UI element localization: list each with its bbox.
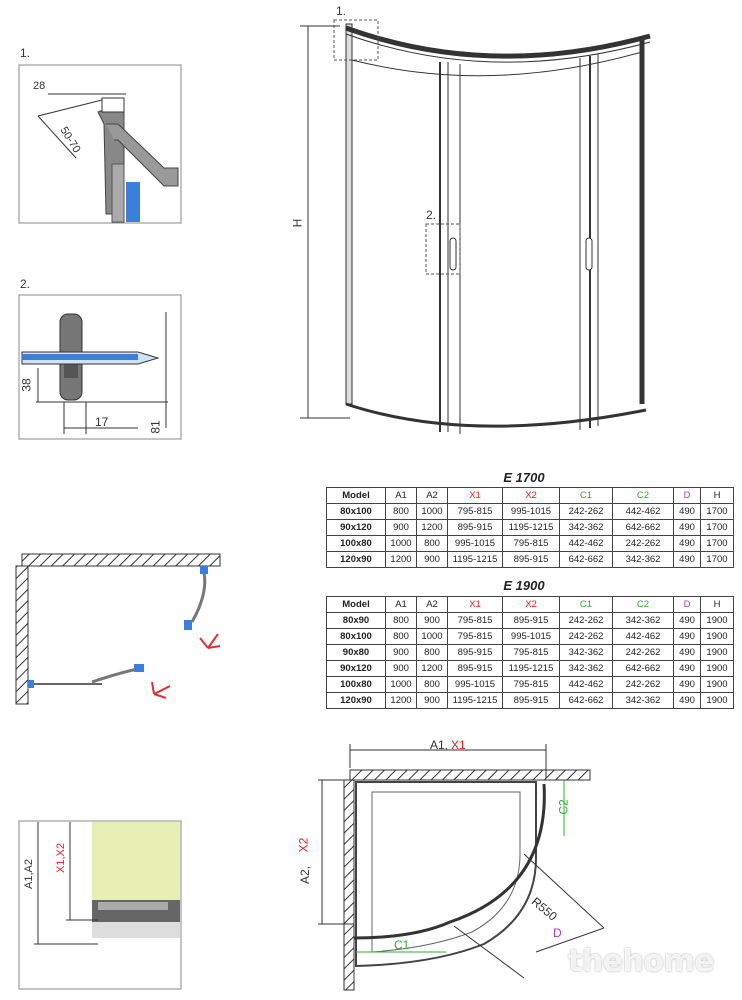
door-opening-plan <box>12 548 222 708</box>
cell-a2: 1000 <box>417 504 448 520</box>
plan-side-label-a: A2, <box>298 865 313 885</box>
table-header-row <box>327 597 734 613</box>
detail2-dim-81: 81 <box>148 420 163 434</box>
cell-d: 490 <box>674 536 701 552</box>
cell-d: 490 <box>674 504 701 520</box>
cell-c1: 642-662 <box>560 693 613 709</box>
cell-h: 1900 <box>701 693 734 709</box>
plan-view-drawing <box>314 738 604 994</box>
cell-d: 490 <box>674 552 701 568</box>
cell-c2: 442-462 <box>613 504 674 520</box>
col-header-a2: A2 <box>417 597 448 613</box>
cell-h: 1900 <box>701 677 734 693</box>
detail2-label: 2. <box>20 277 31 291</box>
cell-a1: 800 <box>386 504 417 520</box>
col-header-a2: A2 <box>417 488 448 504</box>
cell-a2: 800 <box>417 536 448 552</box>
cell-c2: 642-662 <box>613 661 674 677</box>
cell-model: 100x80 <box>327 677 386 693</box>
table-row <box>327 536 734 552</box>
cell-c1: 342-362 <box>560 645 613 661</box>
cell-d: 490 <box>674 677 701 693</box>
cell-x1: 895-915 <box>448 645 503 661</box>
cell-a1: 900 <box>386 661 417 677</box>
plan-c2-label: C2 <box>556 799 571 815</box>
cell-a1: 1200 <box>386 693 417 709</box>
cell-x2: 795-815 <box>503 677 560 693</box>
cell-c1: 242-262 <box>560 629 613 645</box>
table-row <box>327 613 734 629</box>
cell-h: 1900 <box>701 645 734 661</box>
cell-x1: 1195-1215 <box>448 693 503 709</box>
table-row <box>327 552 734 568</box>
col-header-a1: A1 <box>386 488 417 504</box>
cell-c2: 242-262 <box>613 677 674 693</box>
table-header-row <box>327 488 734 504</box>
side-section-drawing <box>18 820 183 992</box>
cell-a1: 900 <box>386 520 417 536</box>
cell-a1: 1000 <box>386 677 417 693</box>
cell-h: 1700 <box>701 536 734 552</box>
plan-side-label-x: X2 <box>296 837 311 853</box>
cell-model: 100x80 <box>327 536 386 552</box>
col-header-a1: A1 <box>386 597 417 613</box>
plan-top-label-a: A1, <box>430 738 449 752</box>
cell-a2: 800 <box>417 645 448 661</box>
cell-h: 1700 <box>701 504 734 520</box>
table-row <box>327 629 734 645</box>
detail2-dim-17: 17 <box>95 415 109 429</box>
cell-d: 490 <box>674 645 701 661</box>
col-header-model: Model <box>327 597 386 613</box>
cell-c1: 342-362 <box>560 520 613 536</box>
cell-h: 1700 <box>701 552 734 568</box>
cell-c2: 242-262 <box>613 536 674 552</box>
cell-h: 1900 <box>701 629 734 645</box>
cell-a1: 1000 <box>386 536 417 552</box>
col-header-c2: C2 <box>613 597 674 613</box>
detail1-depth-dim: 50-70 <box>57 124 83 156</box>
cell-x2: 895-915 <box>503 552 560 568</box>
table-e1700-title: E 1700 <box>503 470 545 485</box>
cell-x1: 895-915 <box>448 661 503 677</box>
cell-c1: 242-262 <box>560 613 613 629</box>
table-row <box>327 677 734 693</box>
col-header-x2: X2 <box>503 488 560 504</box>
plan-c1-label: C1 <box>394 938 410 952</box>
cell-model: 90x120 <box>327 661 386 677</box>
cell-c2: 342-362 <box>613 613 674 629</box>
cell-x2: 895-915 <box>503 613 560 629</box>
cell-d: 490 <box>674 613 701 629</box>
detail1-width-dim: 28 <box>33 80 46 92</box>
col-header-x2: X2 <box>503 597 560 613</box>
cell-x1: 795-815 <box>448 504 503 520</box>
col-header-x1: X1 <box>448 597 503 613</box>
table-e1900-title: E 1900 <box>503 578 545 593</box>
detail1-label: 1. <box>20 46 31 60</box>
cell-h: 1700 <box>701 520 734 536</box>
col-header-model: Model <box>327 488 386 504</box>
cell-model: 80x90 <box>327 613 386 629</box>
cell-a1: 900 <box>386 645 417 661</box>
col-header-d: D <box>674 488 701 504</box>
cell-c2: 342-362 <box>613 693 674 709</box>
cell-a2: 800 <box>417 677 448 693</box>
cell-c1: 242-262 <box>560 504 613 520</box>
cell-a2: 900 <box>417 613 448 629</box>
cell-a2: 1200 <box>417 661 448 677</box>
front-callout-2: 2. <box>426 208 437 222</box>
col-header-h: H <box>701 597 734 613</box>
col-header-c1: C1 <box>560 488 613 504</box>
cell-c1: 442-462 <box>560 536 613 552</box>
cell-model: 90x120 <box>327 520 386 536</box>
table-row <box>327 693 734 709</box>
cell-x1: 1195-1215 <box>448 552 503 568</box>
cell-a2: 900 <box>417 693 448 709</box>
cell-d: 490 <box>674 629 701 645</box>
cell-c1: 342-362 <box>560 661 613 677</box>
cell-x1: 995-1015 <box>448 536 503 552</box>
cell-model: 80x100 <box>327 629 386 645</box>
detail2-dim-38: 38 <box>19 378 34 392</box>
cell-x2: 895-915 <box>503 693 560 709</box>
cell-d: 490 <box>674 661 701 677</box>
cell-a1: 800 <box>386 613 417 629</box>
watermark-logo: thehome <box>568 944 715 979</box>
table-row <box>327 645 734 661</box>
cell-x1: 895-915 <box>448 520 503 536</box>
cell-a2: 900 <box>417 552 448 568</box>
cell-c1: 442-462 <box>560 677 613 693</box>
col-header-h: H <box>701 488 734 504</box>
cell-x2: 995-1015 <box>503 629 560 645</box>
col-header-x1: X1 <box>448 488 503 504</box>
cell-c2: 642-662 <box>613 520 674 536</box>
col-header-c2: C2 <box>613 488 674 504</box>
cell-model: 120x90 <box>327 693 386 709</box>
cell-c2: 442-462 <box>613 629 674 645</box>
cell-c2: 242-262 <box>613 645 674 661</box>
col-header-d: D <box>674 597 701 613</box>
cell-x2: 995-1015 <box>503 504 560 520</box>
table-e1900 <box>326 596 734 709</box>
cell-model: 80x100 <box>327 504 386 520</box>
cell-x2: 1195-1215 <box>503 661 560 677</box>
plan-radius-label: R550 <box>528 894 560 924</box>
front-callout-1: 1. <box>336 4 347 18</box>
cell-a1: 800 <box>386 629 417 645</box>
cell-d: 490 <box>674 520 701 536</box>
cell-x2: 795-815 <box>503 536 560 552</box>
cell-x2: 1195-1215 <box>503 520 560 536</box>
cell-d: 490 <box>674 693 701 709</box>
cell-x1: 795-815 <box>448 629 503 645</box>
cell-c2: 342-362 <box>613 552 674 568</box>
table-row <box>327 661 734 677</box>
front-height-label: H <box>290 218 305 228</box>
cell-model: 120x90 <box>327 552 386 568</box>
cell-a2: 1200 <box>417 520 448 536</box>
cell-c1: 642-662 <box>560 552 613 568</box>
side-section-x-label: X1,X2 <box>54 843 67 873</box>
side-section-a-label: A1,A2 <box>22 859 35 889</box>
table-row <box>327 504 734 520</box>
cell-x1: 995-1015 <box>448 677 503 693</box>
table-row <box>327 520 734 536</box>
col-header-c1: C1 <box>560 597 613 613</box>
plan-top-label-x: X1 <box>451 738 466 752</box>
plan-d-label: D <box>553 926 562 940</box>
cell-h: 1900 <box>701 661 734 677</box>
cell-a1: 1200 <box>386 552 417 568</box>
cell-x2: 795-815 <box>503 645 560 661</box>
cell-x1: 795-815 <box>448 613 503 629</box>
cell-model: 90x80 <box>327 645 386 661</box>
cell-h: 1900 <box>701 613 734 629</box>
front-view-drawing <box>290 0 660 450</box>
cell-a2: 1000 <box>417 629 448 645</box>
table-e1700 <box>326 487 734 568</box>
